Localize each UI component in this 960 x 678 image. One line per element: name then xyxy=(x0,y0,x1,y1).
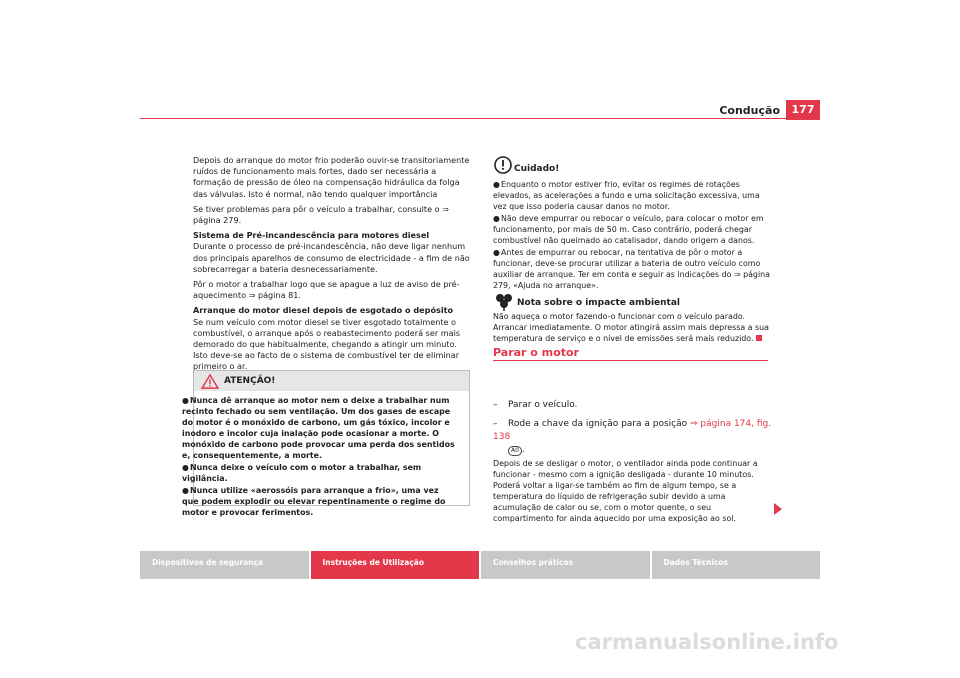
figure-badge: A0 xyxy=(508,446,522,456)
environment-icon xyxy=(493,291,515,311)
subheading: Arranque do motor diesel depois de esgotado o depósito xyxy=(193,305,454,316)
subheading: Sistema de Pré-incandescência para motores diesel xyxy=(193,230,430,241)
paragraph: Depois do arranque do motor frio poderão ouvir-se transitoriamente ruídos de funcionamento mais fortes, dado ser necessária a formação de pressão de óleo na compensação hidráulica da folga das válvulas. Isto é normal, não tendo qualquer importância xyxy=(193,155,470,199)
warning-header xyxy=(194,371,469,391)
footer-nav xyxy=(140,551,820,579)
paragraph: Se num veículo com motor diesel se tiver esgotado totalmente o combustível, o arranque após o reabastecimento poderá ser mais demorado do que habitualmente, chegando a atingir um minuto. Isto deve-se ao facto de o sistema de combustível ter de eliminar primeiro o ar. xyxy=(193,316,461,372)
paragraph: Pôr o motor a trabalhar logo que se apague a luz de aviso de pré-aquecimento ⇒ página 81. xyxy=(193,279,460,301)
header-title: Condução xyxy=(719,104,780,117)
caution-body xyxy=(493,179,773,292)
step-item: – Rode a chave da ignição para a posição ⇒ página 174, fig. 138 A0 . xyxy=(493,419,772,455)
footer-tab-tips[interactable]: Conselhos práticos xyxy=(481,551,650,579)
environment-body: Não aqueça o motor fazendo-o funcionar com o veículo parado. Arrancar imediatamente. O motor atingirá assim mais depressa a sua temperatura de serviço e o nível de emissões será mais reduzido. xyxy=(493,312,769,343)
warning-box xyxy=(182,370,470,517)
step-item: – Parar o veículo. xyxy=(493,400,578,410)
list-item: ●Não deve empurrar ou rebocar o veículo, para colocar o motor em funcionamento, por mais de 50 m. Caso contrário, poderá chegar combustível não queimado ao catalisador, dando origem a danos. xyxy=(493,214,764,245)
footer-tab-safety[interactable]: Dispositivos de segurança xyxy=(140,551,309,579)
environment-title: Nota sobre o impacte ambiental xyxy=(517,298,681,308)
caution-title: Cuidado! xyxy=(514,164,560,174)
watermark: carmanualsonline.info xyxy=(575,630,839,654)
footer-tab-technical-data[interactable]: Dados Técnicos xyxy=(652,551,821,579)
list-item: ●Nunca dê arranque ao motor nem o deixe a trabalhar num recinto fechado ou sem ventilação. Um dos gases de escape do motor é o monóxido de carbono, um gás tóxico, incolor e inodoro e incolor cuja inalação pode ocasionar a morte. O monóxido de carbono pode provocar uma perda dos sentidos e, consequentemente, a morte. xyxy=(182,396,455,460)
page-number: 177 xyxy=(786,100,820,120)
section-divider xyxy=(493,360,768,361)
list-item: ●Nunca deixe o veículo com o motor a trabalhar, sem vigilância. xyxy=(182,463,422,483)
list-item: ●Enquanto o motor estiver frio, evitar os regimes de rotações elevados, as acelerações a fundo e uma solicitação excessiva, uma vez que isso poderia causar danos no motor. xyxy=(493,180,760,211)
paragraph: Durante o processo de pré-incandescência, não deve ligar nenhum dos principais aparelhos de consumo de electricidade - a fim de não sobrecarregar a bateria desnecessariamente. xyxy=(193,241,470,274)
page-link[interactable]: ⇒ página 174, fig. 138 xyxy=(493,419,772,442)
left-column xyxy=(193,155,473,377)
next-page-arrow-icon[interactable] xyxy=(774,503,782,515)
end-marker xyxy=(756,335,762,341)
list-item: ●Nunca utilize «aerossóis para arranque a frio», uma vez que podem explodir ou elevar repentinamente o regime do motor e provocar ferimentos. xyxy=(182,486,446,517)
list-item: ●Antes de empurrar ou rebocar, na tentativa de pôr o motor a funcionar, deve-se procurar utilizar a bateria de outro veículo como auxiliar de arranque. Ter em conta e seguir as indicações do ⇒ página 279, «Ajuda no arranque». xyxy=(493,248,770,290)
footer-tab-instructions[interactable]: Instruções de Utilização xyxy=(311,551,480,579)
warning-title: ATENÇÃO! xyxy=(224,376,276,386)
paragraph: Se tiver problemas para pôr o veículo a trabalhar, consulte o ⇒ página 279. xyxy=(193,203,449,226)
warning-triangle-icon xyxy=(201,374,219,389)
caution-icon xyxy=(493,155,513,175)
paragraph: Depois de se desligar o motor, o ventilador ainda pode continuar a funcionar - mesmo com a ignição desligada - durante 10 minutos. Poderá voltar a ligar-se também ao fim de algum tempo, se a temperatura do líquido de refrigeração subir devido a uma acumulação de calor ou se, com o motor quente, o seu compartimento for ainda aquecido por uma exposição ao sol. xyxy=(493,459,758,523)
header-divider xyxy=(140,118,820,119)
section-title: Parar o motor xyxy=(493,346,579,359)
warning-body xyxy=(182,395,457,519)
